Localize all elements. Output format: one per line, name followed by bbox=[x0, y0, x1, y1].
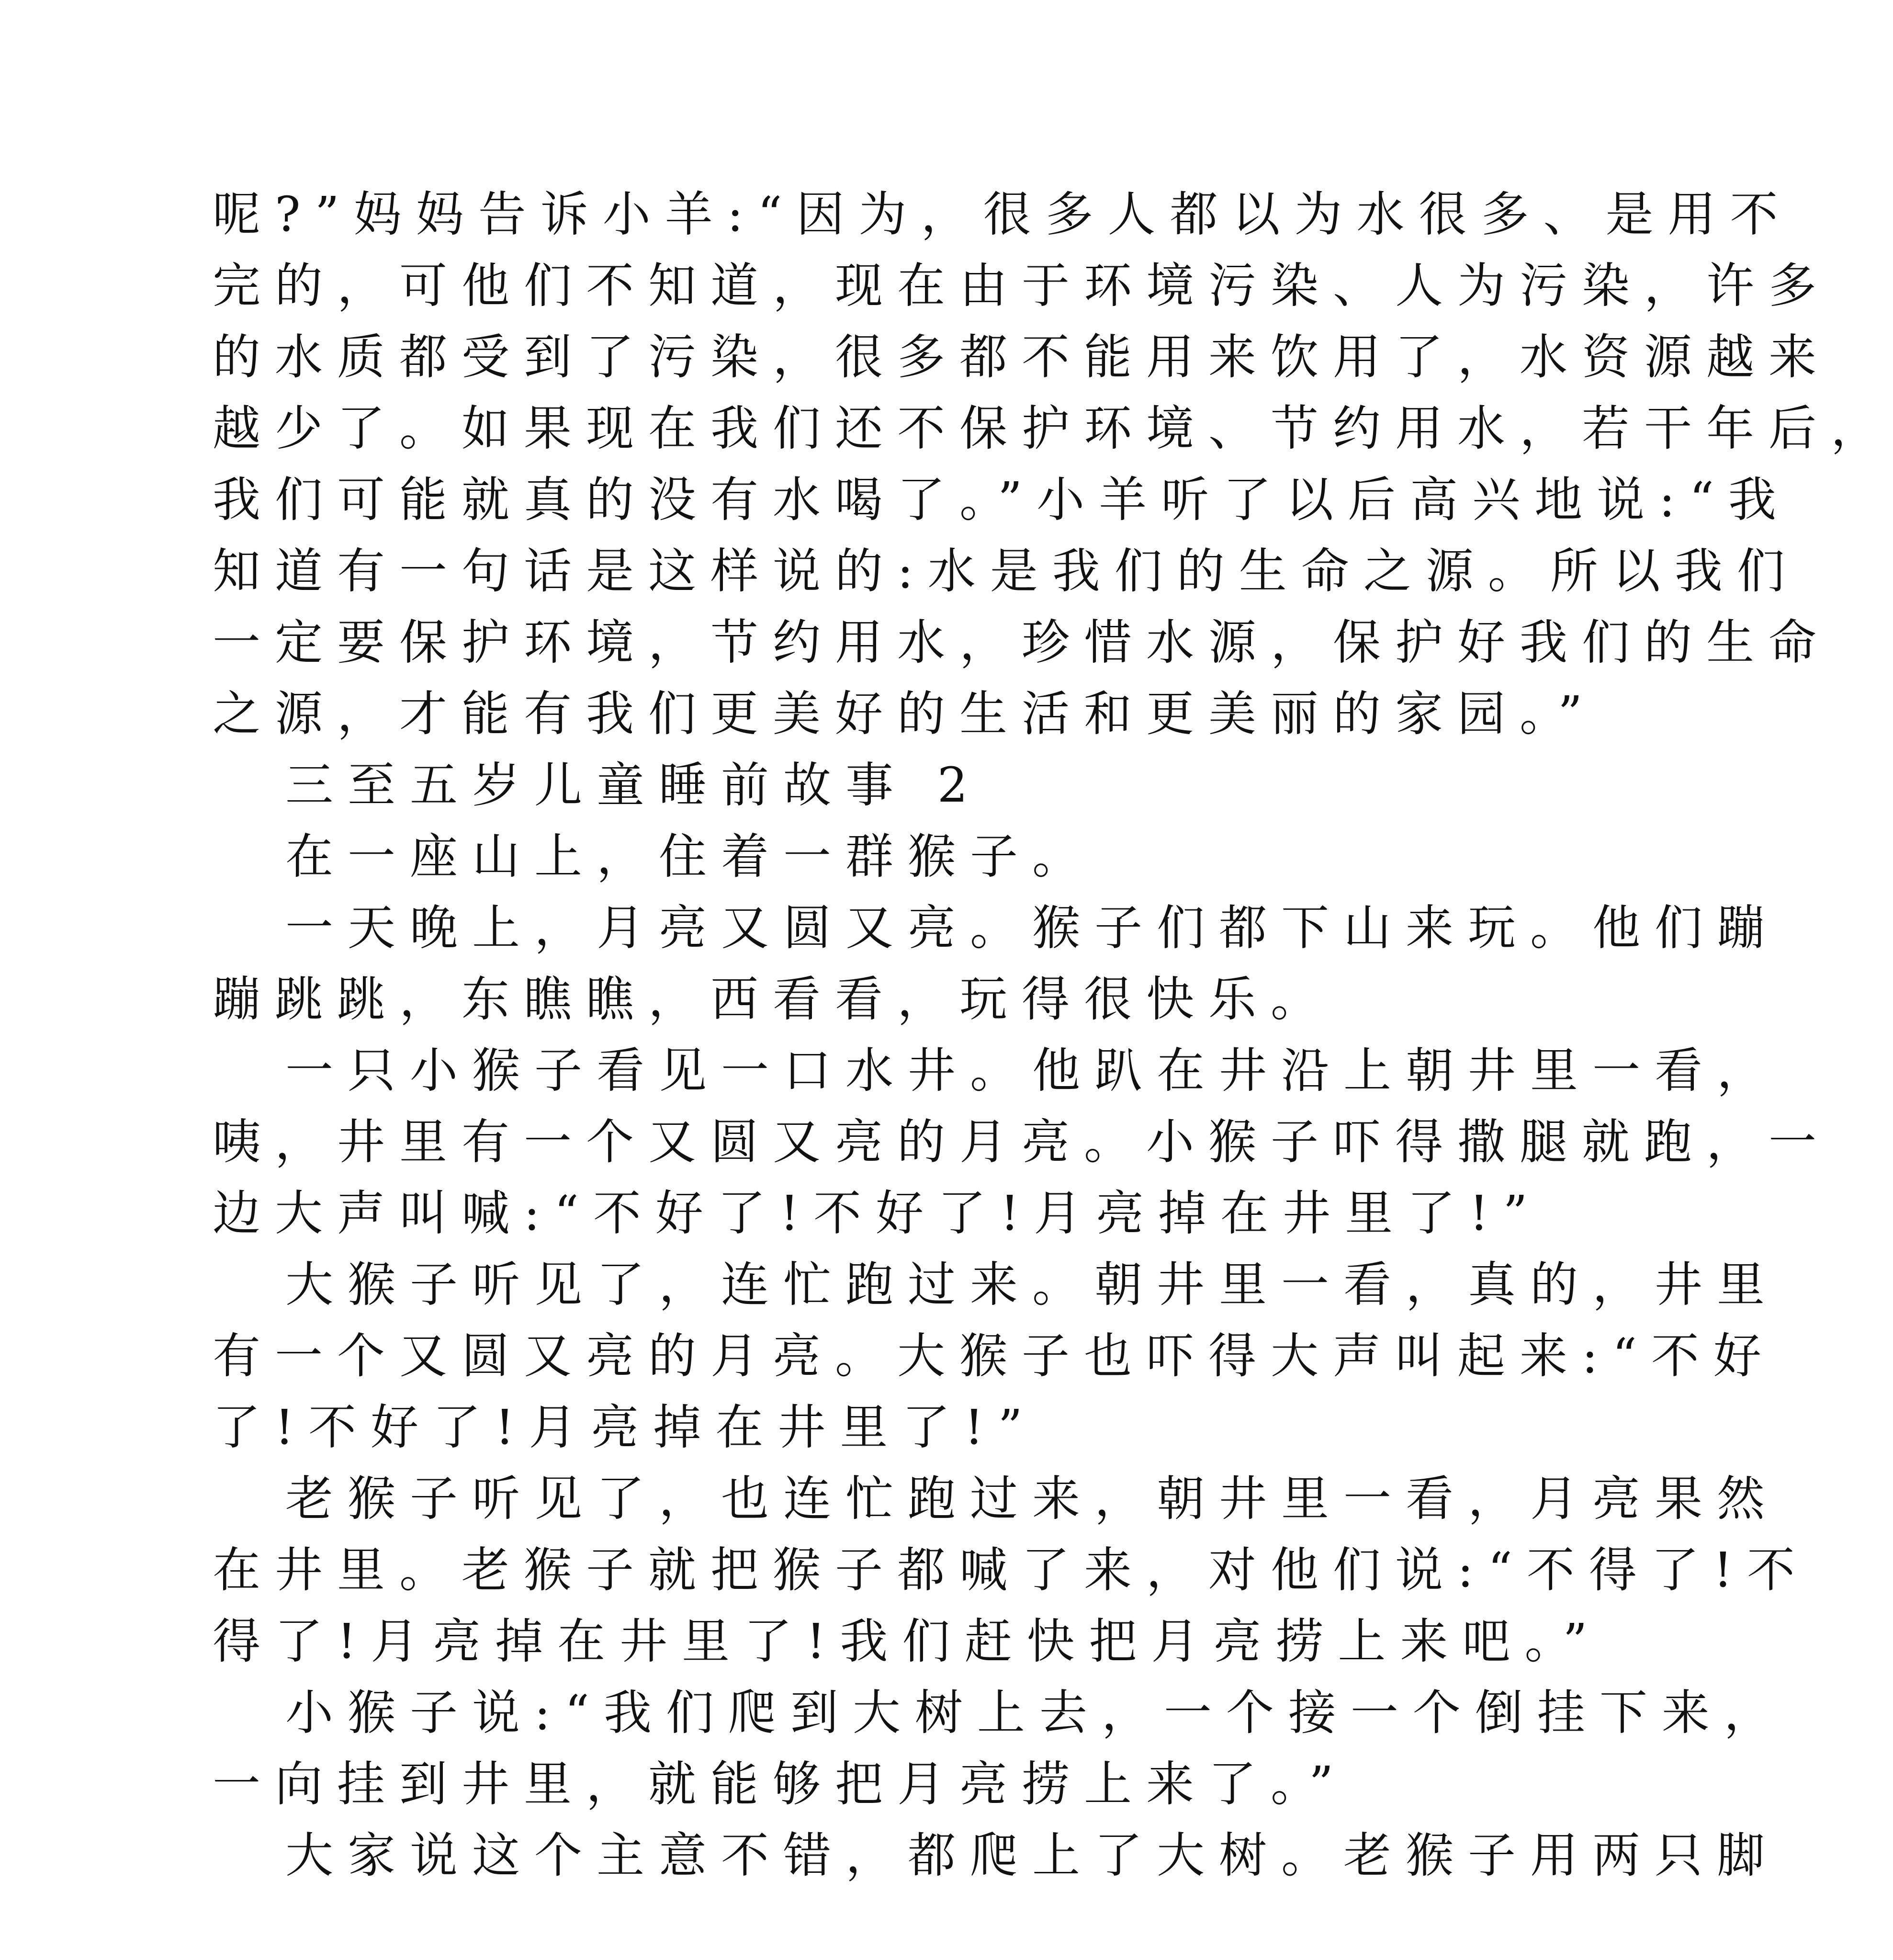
text-line: 咦，井里有一个又圆又亮的月亮。小猴子吓得撒腿就跑，一 bbox=[213, 1114, 1831, 1170]
text-line: 小猴子说:“我们爬到大树上去，一个接一个倒挂下来， bbox=[285, 1685, 1786, 1741]
text-line: 老猴子听见了，也连忙跑过来，朝井里一看，月亮果然 bbox=[285, 1471, 1779, 1527]
text-line: 蹦跳跳，东瞧瞧，西看看，玩得很快乐。 bbox=[213, 971, 1333, 1027]
text-line: 了!不好了!月亮掉在井里了!” bbox=[213, 1399, 1037, 1455]
text-line: 大猴子听见了，连忙跑过来。朝井里一看，真的，井里 bbox=[285, 1257, 1779, 1313]
text-line: 在一座山上，住着一群猴子。 bbox=[285, 828, 1094, 884]
text-line: 一定要保护环境，节约用水，珍惜水源，保护好我们的生命 bbox=[213, 614, 1831, 670]
section-heading: 三至五岁儿童睡前故事 2 bbox=[285, 757, 982, 813]
text-line: 呢?”妈妈告诉小羊:“因为，很多人都以为水很多、是用不 bbox=[213, 186, 1792, 242]
text-line: 知道有一句话是这样说的:水是我们的生命之源。所以我们 bbox=[213, 543, 1799, 599]
text-line: 大家说这个主意不错，都爬上了大树。老猴子用两只脚 bbox=[285, 1827, 1779, 1883]
text-line: 得了!月亮掉在井里了!我们赶快把月亮捞上来吧。” bbox=[213, 1613, 1602, 1669]
text-line: 一只小猴子看见一口水井。他趴在井沿上朝井里一看， bbox=[285, 1042, 1779, 1099]
text-line: 的水质都受到了污染，很多都不能用来饮用了，水资源越来 bbox=[213, 329, 1831, 385]
text-line: 一天晚上，月亮又圆又亮。猴子们都下山来玩。他们蹦 bbox=[285, 900, 1779, 956]
text-line: 我们可能就真的没有水喝了。”小羊听了以后高兴地说:“我 bbox=[213, 472, 1791, 528]
text-line: 边大声叫喊:“不好了!不好了!月亮掉在井里了!” bbox=[213, 1185, 1542, 1241]
text-line: 之源，才能有我们更美好的生活和更美丽的家园。” bbox=[213, 686, 1597, 742]
text-line: 有一个又圆又亮的月亮。大猴子也吓得大声叫起来:“不好 bbox=[213, 1328, 1776, 1384]
text-line: 完的，可他们不知道，现在由于环境污染、人为污染，许多 bbox=[213, 258, 1831, 314]
text-line: 越少了。如果现在我们还不保护环境、节约用水，若干年后， bbox=[213, 400, 1893, 456]
text-line: 一向挂到井里，就能够把月亮捞上来了。” bbox=[213, 1756, 1348, 1812]
text-line: 在井里。老猴子就把猴子都喊了来，对他们说:“不得了!不 bbox=[213, 1542, 1809, 1598]
